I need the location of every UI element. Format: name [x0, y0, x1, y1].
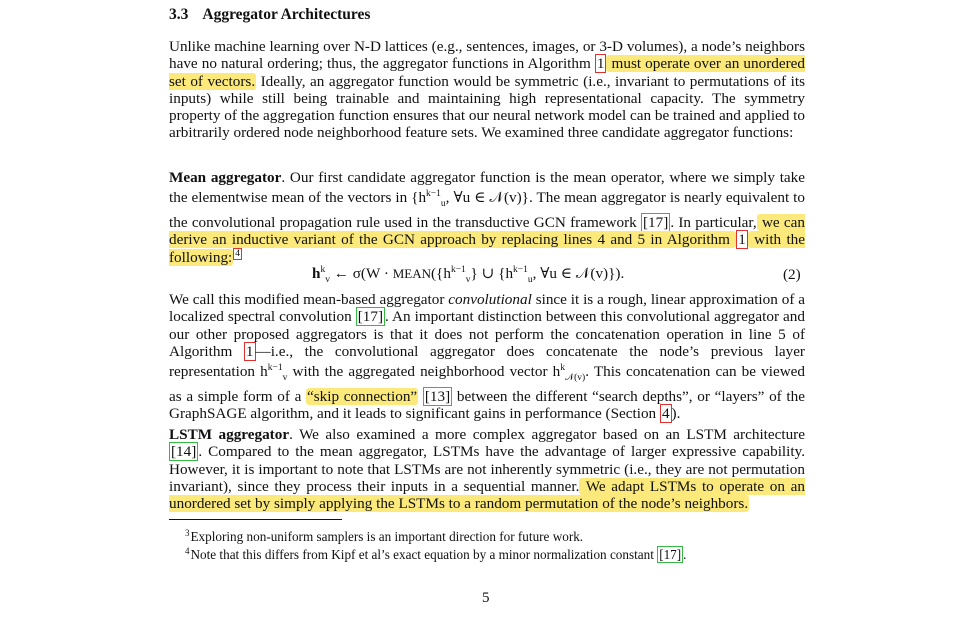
algorithm-link[interactable]: 1	[245, 342, 254, 360]
section-number: 3.3	[169, 6, 189, 23]
math-sub: u	[440, 199, 446, 210]
footnote-text: Note that this differs from Kipf et al’s exact equation by a minor normalization constant	[190, 547, 658, 562]
paragraph-convolutional	[169, 291, 805, 422]
footnote-text: Exploring non-uniform samplers is an important direction for future work.	[190, 529, 584, 544]
highlight: “skip connection”	[307, 387, 418, 405]
text: . This concatenation can be viewed as a simple form of a	[169, 363, 806, 405]
footnote-text: .	[683, 547, 687, 562]
math-sup: k−1	[450, 264, 466, 275]
citation-link[interactable]: [14]	[171, 443, 197, 461]
math-sub: v	[282, 373, 288, 384]
paragraph-intro	[169, 38, 805, 142]
section-title: Aggregator Architectures	[202, 6, 371, 23]
citation-link[interactable]: [13]	[424, 387, 451, 405]
text: . In particular,	[670, 213, 757, 231]
math-sub: v	[465, 275, 471, 286]
citation-link[interactable]: [17]	[357, 308, 384, 326]
math-text: ({h	[430, 265, 451, 282]
text: . Our first candidate aggregator function is the mean operator, where we simply take the elementwise mean of the vectors in {h	[169, 169, 805, 207]
footnote-3	[185, 525, 583, 545]
text: ).	[671, 404, 681, 422]
text: Ideally, an aggregator function would be symmetric (i.e., invariant to permutations of its inputs) while still being trainable and maintaining high representational capacity. The symmetry property of the aggregation function ensures that our neural network model can be trained and applied to arbitrarily ordered node neighborhood feature sets. We examined three candidate aggregator functions:	[169, 72, 805, 142]
citation-link[interactable]: [17]	[659, 547, 682, 562]
highlight: we can derive an inductive variant of the GCN approach by replacing lines 4 and 5 in Algorithm	[169, 213, 805, 248]
text: . An important distinction between this convolutional aggregator and our other proposed aggregators is that it does not perform the concatenation operation in line 5 of Algorithm	[169, 308, 805, 360]
highlight: We adapt LSTMs to operate on an unordered set by simply applying the LSTMs to a random permutation of the node’s neighbors.	[169, 477, 805, 513]
algorithm-link[interactable]: 1	[738, 230, 746, 248]
highlight: with the following:	[169, 230, 805, 267]
math-sup: k	[560, 363, 566, 374]
italic-term: convolutional	[448, 291, 532, 308]
text: —i.e., the convolutional aggregator does concatenate the node’s previous layer representation h	[169, 342, 805, 381]
footnote-4	[185, 543, 686, 563]
section-link[interactable]: 4	[661, 404, 670, 422]
text: , ∀u ∈ 𝒩(v)}. The mean aggregator is nearly equivalent to the convolutional propagation rule used in the transductive GCN framework	[169, 189, 805, 231]
text: . Compared to the mean aggregator, LSTMs have the advantage of larger expressive capability. However, it is important to note that LSTMs are not inherently symmetric (i.e., they are not permutation invariant), since they process their inputs in a sequential manner.	[169, 443, 805, 495]
footnote-divider	[169, 519, 342, 520]
math-sup: k−1	[426, 189, 441, 200]
text: Unlike machine learning over N-D lattices (e.g., sentences, images, or 3-D volumes), a node’s neighbors have no natural ordering; thus, the aggregator functions in Algorithm	[169, 38, 805, 73]
paragraph-heading: Mean aggregator	[169, 169, 282, 186]
math-operator: MEAN	[392, 266, 431, 281]
text: . We also examined a more complex aggregator based on an LSTM architecture	[289, 426, 805, 443]
paragraph-mean-aggregator	[169, 169, 805, 267]
math-sub: u	[527, 275, 533, 286]
highlight: must operate over an unordered set of vectors.	[169, 55, 805, 90]
math-sub: 𝒩(v)	[565, 373, 586, 384]
footnote-mark: 4	[185, 546, 190, 556]
equation	[312, 264, 624, 285]
text: with the aggregated neighborhood vector h	[287, 363, 561, 381]
math-sup: k−1	[513, 264, 528, 275]
text: We call this modified mean-based aggregator	[169, 291, 449, 308]
math-text: ← σ(W ·	[329, 265, 393, 282]
footnote-link[interactable]: 4	[235, 249, 241, 260]
text: since it is a rough, linear approximation of a localized spectral convolution	[169, 291, 805, 326]
math-sub: v	[325, 275, 330, 286]
math-text: } ∪ {h	[470, 265, 514, 282]
text: between the different “search depths”, or “layers” of the GraphSAGE algorithm, and it leads to significant gains in performance (Section	[169, 387, 805, 422]
math-text: , ∀u ∈ 𝒩(v)}).	[532, 265, 625, 282]
section-heading	[169, 6, 370, 24]
math-symbol: h	[312, 265, 321, 282]
paragraph-heading: LSTM aggregator	[169, 426, 290, 443]
equation-number: (2)	[783, 266, 801, 283]
paragraph-lstm-aggregator	[169, 426, 805, 512]
math-sup: k−1	[267, 363, 283, 374]
math-sup: k	[320, 264, 326, 275]
footnote-mark: 3	[185, 528, 190, 538]
citation-link[interactable]: [17]	[643, 213, 669, 231]
algorithm-link[interactable]: 1	[596, 55, 605, 73]
page-number: 5	[482, 590, 490, 606]
